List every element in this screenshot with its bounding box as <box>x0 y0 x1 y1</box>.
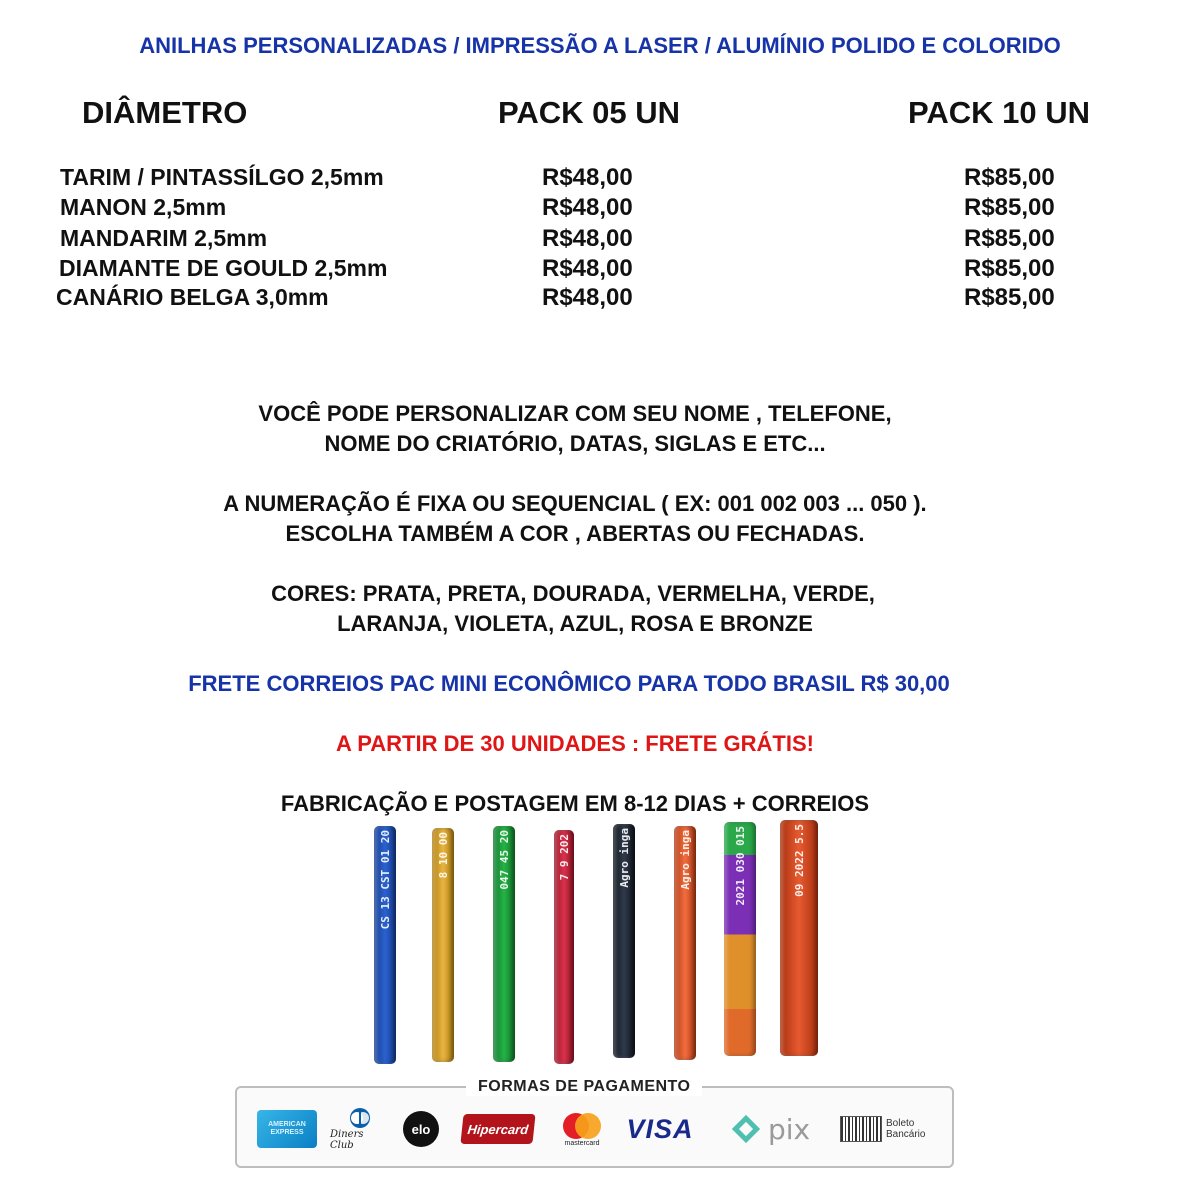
payment-logos <box>250 1106 940 1154</box>
row-price-pack-5: R$48,00 <box>542 284 633 311</box>
payment-methods-title: FORMAS DE PAGAMENTO <box>466 1078 702 1096</box>
elo-logo-icon: elo <box>400 1106 442 1152</box>
ring-engraving: CS 13 CST 01 20 <box>378 830 392 930</box>
ring-engraving: 2021 030 015 <box>733 826 747 906</box>
personalize-text-line-2: NOME DO CRIATÓRIO, DATAS, SIGLAS E ETC... <box>324 431 826 456</box>
column-header-pack-10: PACK 10 UN <box>908 95 1091 130</box>
diners-club-logo-icon: Diners Club <box>330 1106 390 1152</box>
orange-leg-ring-stack-icon <box>674 826 696 1060</box>
row-diameter-name: DIAMANTE DE GOULD 2,5mm <box>59 255 388 281</box>
hipercard-logo-icon: Hipercard <box>460 1106 536 1152</box>
boleto-bancario-logo-icon: Boleto Bancário <box>840 1106 940 1152</box>
gold-leg-ring-stack-icon <box>432 828 454 1062</box>
ring-engraving: 8 10 00 <box>436 832 450 879</box>
free-shipping-text: A PARTIR DE 30 UNIDADES : FRETE GRÁTIS! <box>336 731 814 756</box>
numbering-text-line-2: ESCOLHA TAMBÉM A COR , ABERTAS OU FECHADAS. <box>285 521 865 546</box>
row-price-pack-5: R$48,00 <box>542 255 633 282</box>
leg-rings-image <box>360 820 840 1070</box>
mastercard-logo-icon: mastercard <box>554 1106 610 1152</box>
visa-logo-icon: VISA <box>626 1113 694 1144</box>
row-price-pack-10: R$85,00 <box>964 284 1055 311</box>
production-time-text: FABRICAÇÃO E POSTAGEM EM 8-12 DIAS + CORREIOS <box>280 791 870 816</box>
column-header-diameter: DIÂMETRO <box>82 95 248 130</box>
multicolor-leg-ring-stack-icon <box>724 822 756 1056</box>
american-express-logo-icon: AMERICAN EXPRESS <box>256 1106 318 1152</box>
row-price-pack-10: R$85,00 <box>964 225 1055 252</box>
copper-leg-ring-stack-icon <box>780 820 818 1056</box>
red-leg-ring-stack-icon <box>554 830 574 1064</box>
ring-engraving: Agro inga <box>678 830 692 890</box>
numbering-text-line-1: A NUMERAÇÃO É FIXA OU SEQUENCIAL ( EX: 001 002 003 ... 050 ). <box>223 491 927 516</box>
row-diameter-name: TARIM / PINTASSÍLGO 2,5mm <box>60 164 384 190</box>
row-price-pack-5: R$48,00 <box>542 225 633 252</box>
colors-text-line-1: CORES: PRATA, PRETA, DOURADA, VERMELHA, VERDE, <box>271 581 875 606</box>
ring-engraving: 09 2022 5.5 <box>792 824 806 897</box>
row-price-pack-5: R$48,00 <box>542 164 633 191</box>
green-leg-ring-stack-icon <box>493 826 515 1062</box>
black-leg-ring-stack-icon <box>613 824 635 1058</box>
row-price-pack-5: R$48,00 <box>542 194 633 221</box>
colors-text-line-2: LARANJA, VIOLETA, AZUL, ROSA E BRONZE <box>337 611 813 636</box>
row-price-pack-10: R$85,00 <box>964 194 1055 221</box>
row-price-pack-10: R$85,00 <box>964 164 1055 191</box>
ring-engraving: Agro inga <box>617 828 631 888</box>
page-title: ANILHAS PERSONALIZADAS / IMPRESSÃO A LASER / ALUMÍNIO POLIDO E COLORIDO <box>139 33 1061 58</box>
personalize-text-line-1: VOCÊ PODE PERSONALIZAR COM SEU NOME , TELEFONE, <box>258 401 892 426</box>
row-diameter-name: MANON 2,5mm <box>60 194 227 220</box>
blue-leg-ring-stack-icon <box>374 826 396 1064</box>
row-price-pack-10: R$85,00 <box>964 255 1055 282</box>
ring-engraving: 047 45 20 <box>497 830 511 890</box>
row-diameter-name: MANDARIM 2,5mm <box>60 225 268 251</box>
ring-engraving: 7 9 202 <box>557 834 571 881</box>
shipping-text: FRETE CORREIOS PAC MINI ECONÔMICO PARA TODO BRASIL R$ 30,00 <box>188 671 950 696</box>
column-header-pack-5: PACK 05 UN <box>498 95 681 130</box>
row-diameter-name: CANÁRIO BELGA 3,0mm <box>56 284 329 310</box>
pix-logo-icon: pix <box>714 1106 824 1152</box>
